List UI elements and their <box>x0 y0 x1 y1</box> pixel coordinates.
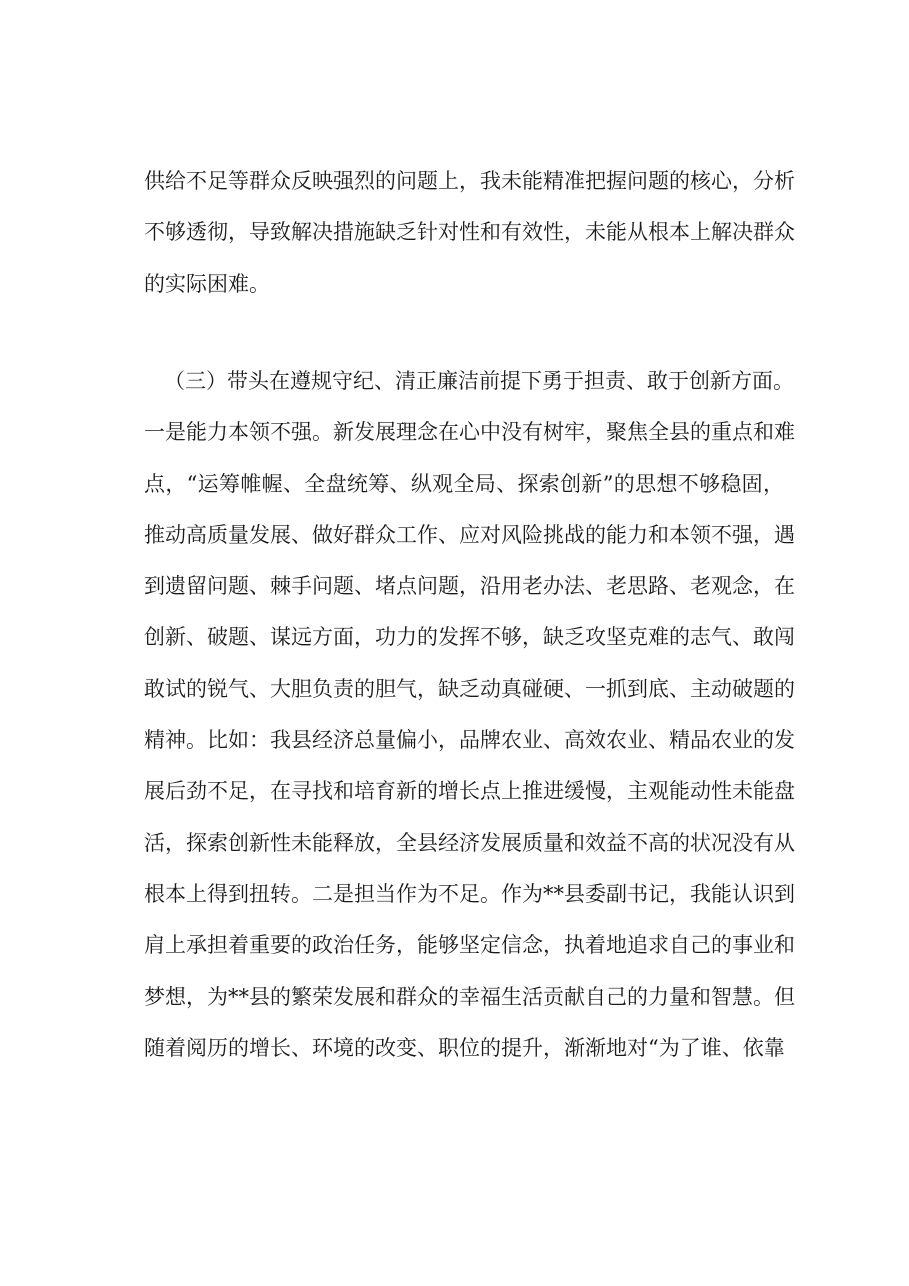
section-heading-line: （三）带头在遵规守纪、清正廉洁前提下勇于担责、敢于创新方面。 <box>164 369 794 393</box>
paragraph-line: 肩上承担着重要的政治任务，能够坚定信念，执着地追求自己的事业和 <box>144 933 795 958</box>
paragraph-line: 精神。比如：我县经济总量偏小，品牌农业、高效农业、精品农业的发 <box>144 728 795 753</box>
paragraph-line: 创新、破题、谋远方面，功力的发挥不够，缺乏攻坚克难的志气、敢闯 <box>144 625 795 650</box>
paragraph-line: 敢试的锐气、大胆负责的胆气，缺乏动真碰硬、一抓到底、主动破题的 <box>144 676 795 701</box>
paragraph-continuation <box>144 156 795 310</box>
paragraph-line: 梦想，为**县的繁荣发展和群众的幸福生活贡献自己的力量和智慧。但 <box>144 984 795 1009</box>
paragraph-line: 供给不足等群众反映强烈的问题上，我未能精准把握问题的核心，分析 <box>144 169 795 193</box>
paragraph-line: 随着阅历的增长、环境的改变、职位的提升，渐渐地对“为了谁、依靠 <box>144 1035 785 1060</box>
paragraph-line: 到遗留问题、棘手问题、堵点问题，沿用老办法、老思路、老观念，在 <box>144 574 795 599</box>
paragraph-section-three <box>144 356 795 1074</box>
paragraph-line: 推动高质量发展、做好群众工作、应对风险挑战的能力和本领不强，遇 <box>144 522 795 547</box>
paragraph-line: 一是能力本领不强。新发展理念在心中没有树牢，聚焦全县的重点和难 <box>144 420 795 445</box>
paragraph-line: 展后劲不足，在寻找和培育新的增长点上推进缓慢，主观能动性未能盘 <box>144 779 795 804</box>
paragraph-line: 不够透彻，导致解决措施缺乏针对性和有效性，未能从根本上解决群众 <box>144 220 795 245</box>
paragraph-line: 活，探索创新性未能释放，全县经济发展质量和效益不高的状况没有从 <box>144 830 795 855</box>
paragraph-line: 的实际困难。 <box>144 271 270 296</box>
paragraph-line: 点，“运筹帷幄、全盘统筹、纵观全局、探索创新”的思想不够稳固， <box>144 471 784 496</box>
paragraph-line: 根本上得到扭转。二是担当作为不足。作为**县委副书记，我能认识到 <box>144 881 795 906</box>
